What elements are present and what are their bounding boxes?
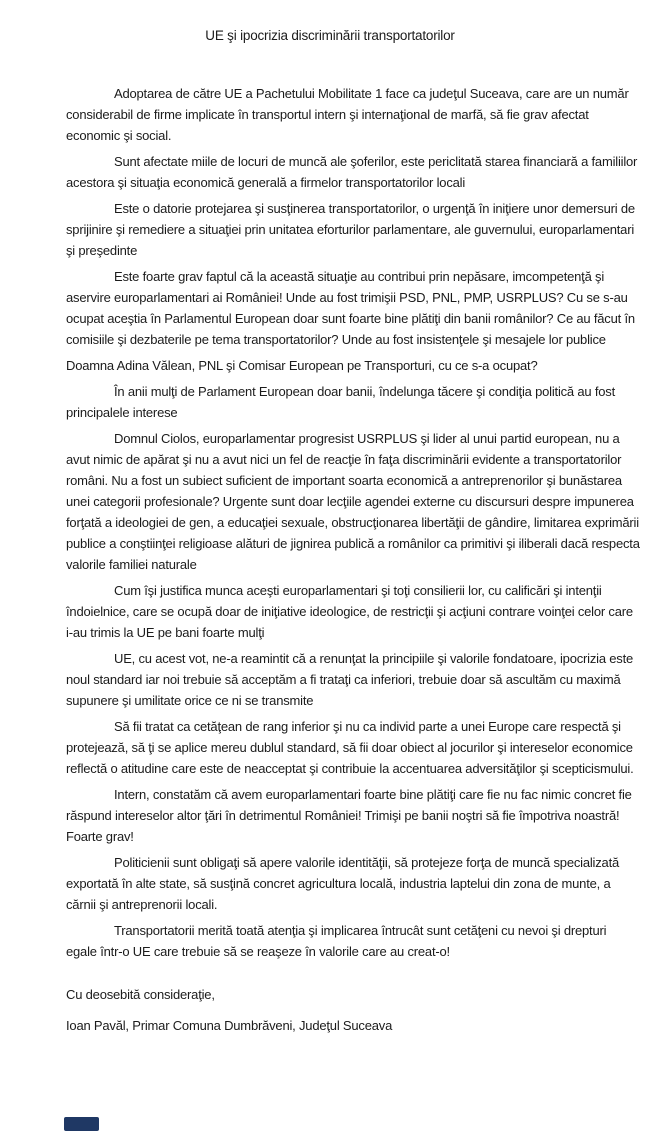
paragraph: Transportatorii merită toată atenţia şi implicarea întrucât sunt cetăţeni cu nevoi şi drepturi egale într-o UE care trebuie să se reaşeze în valorile care au creat-o! xyxy=(66,923,607,959)
paragraph: Este foarte grav faptul că la această situaţie au contribui prin nepăsare, imcompetenţă şi aservire europarlamentari ai României! Unde au fost trimişii PSD, PNL, PMP, USRPLUS? Cu se s-au ocupat aceştia în Parlamentul European doar sunt foarte bine plătiţi din banii românilor? Ce au făcut în comisiile şi dezbaterile pe tema transportatorilor? Unde au fost insistenţele şi mesajele lor publice xyxy=(66,269,635,347)
signature-line: Ioan Pavăl, Primar Comuna Dumbrăveni, Judeţul Suceava xyxy=(66,1018,393,1033)
paragraph: UE, cu acest vot, ne-a reamintit că a renunţat la principiile şi valorile fondatoare, ipocrizia este noul standard iar noi trebuie să acceptăm a fi trataţi ca inferiori, trebuie doar să ascultăm cu maximă supunere şi umilitate orice ce ni se transmite xyxy=(66,651,634,708)
closing-salutation: Cu deosebită consideraţie, xyxy=(66,987,215,1002)
paragraph: Este o datorie protejarea şi susţinerea transportatorilor, o urgenţă în iniţiere unor demersuri de sprijinire şi remediere a situaţiei prin unitatea eforturilor parlamentare, ale guvernului, europarlamentari şi preşedinte xyxy=(66,201,635,258)
paragraph: Sunt afectate miile de locuri de muncă ale şoferilor, este periclitată starea financiară a familiilor acestora şi situaţia economică generală a firmelor transportatorilor locali xyxy=(66,154,638,190)
cropped-blue-fragment xyxy=(64,1117,99,1131)
paragraph: Domnul Ciolos, europarlamentar progresist USRPLUS şi lider al unui partid european, nu a avut nimic de apărat şi nu a avut nici un fel de reacţie în faţa discriminării evidente a transportatorilor români. Nu a fost un subiect suficient de important soarta economică a antreprenorilor şi bunăstarea unei categorii profesionale? Urgente sunt doar lecţiile agendei externe cu discursuri despre impunerea forţată a ideologiei de gen, a educaţiei sexuale, obstrucţionarea libertăţii de gândire, limitarea exprimării publice a conştiinţei religioase alături de jignirea publică a românilor ca primitivi şi iliberali dacă respecta valorile familiei naturale xyxy=(66,431,640,572)
paragraph: În anii mulţi de Parlament European doar banii, îndelunga tăcere şi condiţia politică au fost principalele interese xyxy=(66,384,615,420)
paragraph: Intern, constatăm că avem europarlamentari foarte bine plătiţi care fie nu fac nimic concret fie răspund intereselor altor ţări în detrimentul României! Trimişi pe banii noştri să fie împotriva noastră! Foarte grav! xyxy=(66,787,632,844)
paragraph: Să fii tratat ca cetăţean de rang inferior şi nu ca individ parte a unei Europe care respectă şi protejează, să ţi se aplice mereu dublul standard, să fii doar obiect al jocurilor şi intereselor economice reflectă o atitudine care este de neacceptat şi contribuie la accentuarea adversităţilor şi scepticismului. xyxy=(66,719,634,776)
document-title: UE şi ipocrizia discriminării transportatorilor xyxy=(205,28,455,43)
paragraph: Politicienii sunt obligaţi să apere valorile identităţii, să protejeze forţa de muncă specializată exportată în alte state, să susţină concret agricultura locală, industria laptelui din zona de munte, a cărnii şi antreprenorii locali. xyxy=(66,855,620,912)
paragraph: Cum îşi justifica munca aceşti europarlamentari şi toţi consilierii lor, cu calificări şi intenţii îndoielnice, care se ocupă doar de iniţiative ideologice, de restricţii şi acţiuni contrare voinţei celor care i-au trimis la UE pe bani foarte mulţi xyxy=(66,583,633,640)
paragraph: Adoptarea de către UE a Pachetului Mobilitate 1 face ca judeţul Suceava, care are un număr considerabil de firme implicate în transportul intern şi internaţional de marfă, să fie grav afectat economic şi social. xyxy=(66,86,629,143)
paragraph: Doamna Adina Vălean, PNL şi Comisar European pe Transporturi, cu ce s-a ocupat? xyxy=(66,358,538,373)
document-body xyxy=(0,46,660,1036)
